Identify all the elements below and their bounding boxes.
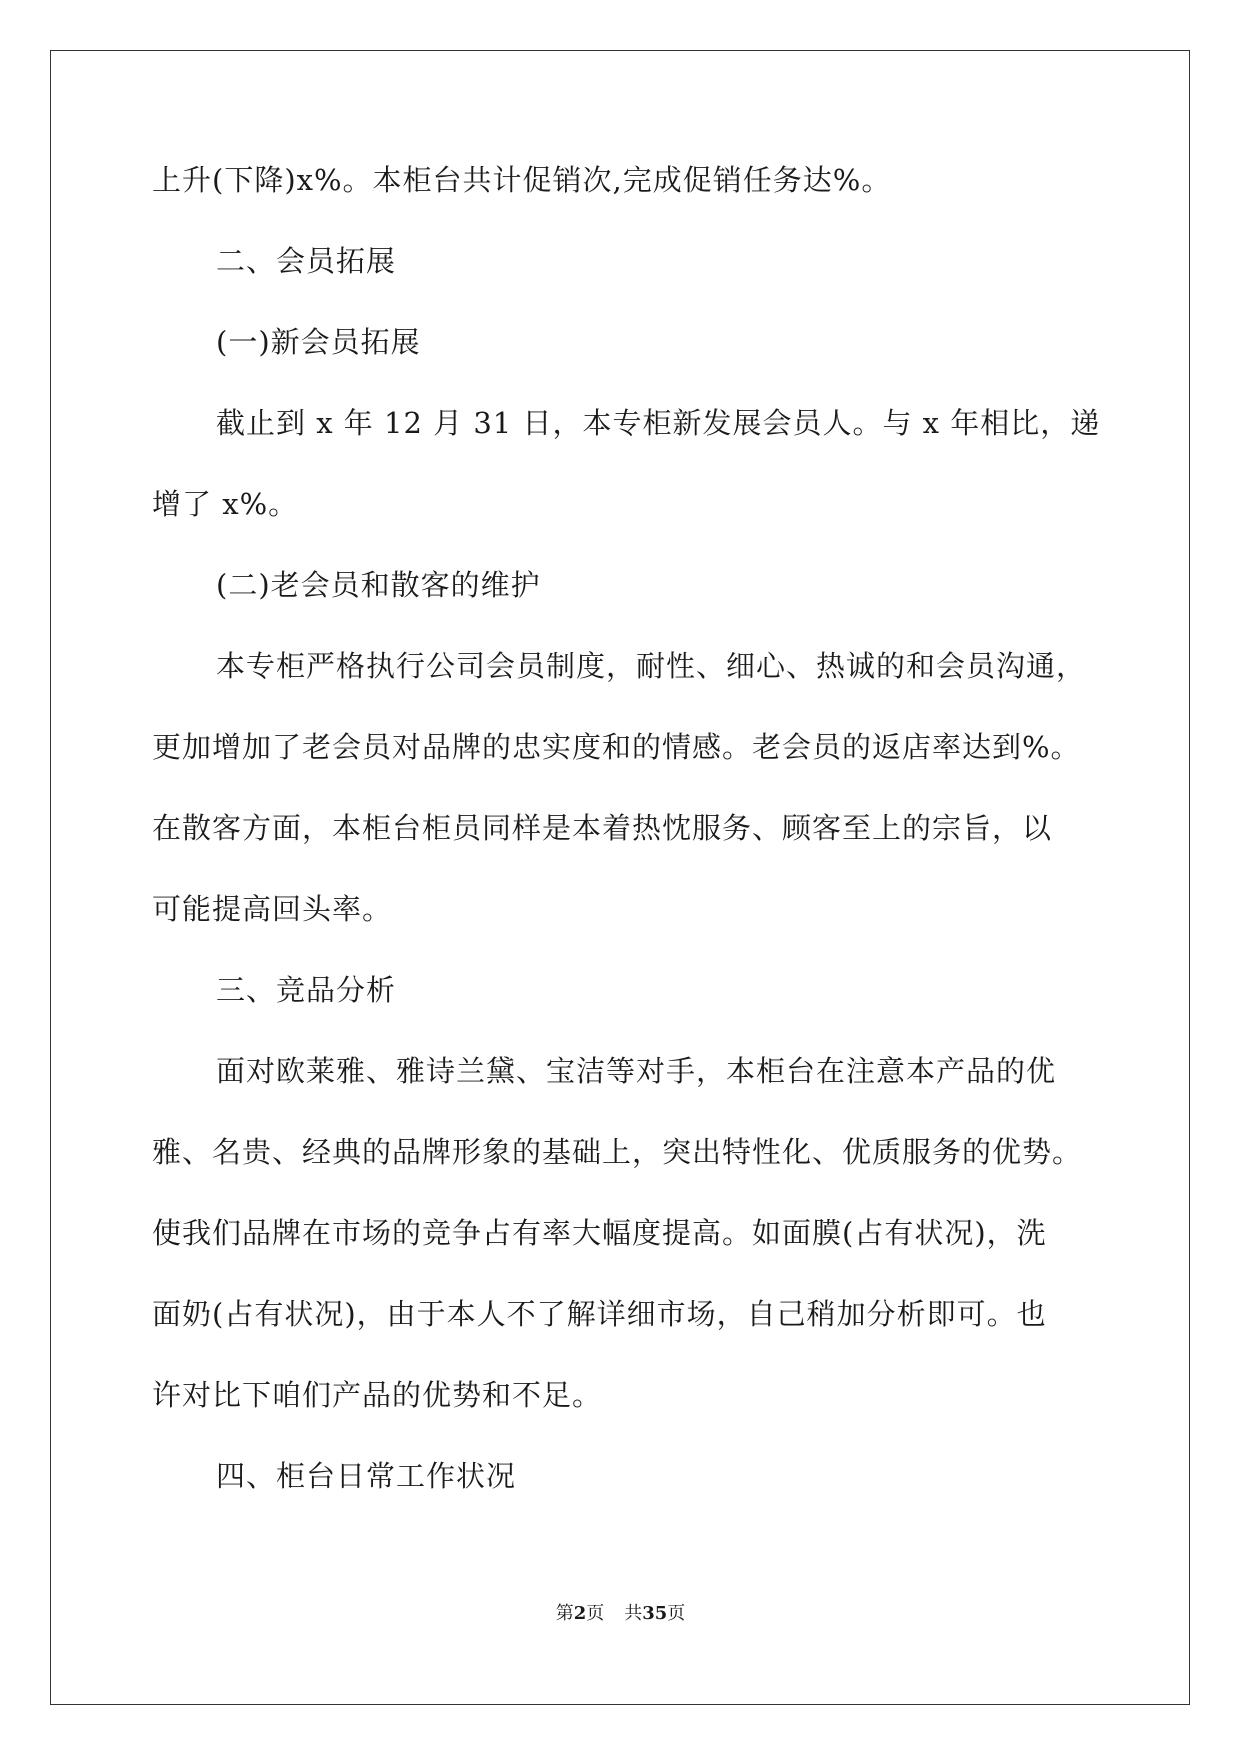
subsection-heading: (一)新会员拓展 xyxy=(216,325,421,359)
document-body xyxy=(152,160,1101,1537)
body-line: 更加增加了老会员对品牌的忠实度和的情感。老会员的返店率达到%。 xyxy=(152,730,1081,764)
total-pages: 35 xyxy=(642,1603,668,1624)
section-heading: 二、会员拓展 xyxy=(216,244,397,278)
body-line: 雅、名贵、经典的品牌形象的基础上，突出特性化、优质服务的优势。 xyxy=(152,1135,1083,1169)
section-heading: 四、柜台日常工作状况 xyxy=(216,1459,517,1493)
section-heading: 三、竞品分析 xyxy=(216,973,397,1007)
page-prefix: 第 xyxy=(555,1603,574,1624)
body-line: 截止到 x 年 12 月 31 日，本专柜新发展会员人。与 x 年相比，递 xyxy=(216,406,1101,440)
body-line: 许对比下咱们产品的优势和不足。 xyxy=(152,1378,603,1412)
total-suffix: 页 xyxy=(667,1603,686,1624)
body-line: 使我们品牌在市场的竞争占有率大幅度提高。如面膜(占有状况)，洗 xyxy=(152,1216,1047,1250)
page-number: 2 xyxy=(573,1603,587,1624)
body-line: 本专柜严格执行公司会员制度，耐性、细心、热诚的和会员沟通， xyxy=(216,649,1087,683)
body-line: 可能提高回头率。 xyxy=(152,892,393,926)
body-line: 增了 x%。 xyxy=(152,487,299,521)
page-footer xyxy=(0,1602,1241,1626)
body-line: 面奶(占有状况)，由于本人不了解详细市场，自己稍加分析即可。也 xyxy=(152,1297,1047,1331)
body-line: 上升(下降)x%。本柜台共计促销次,完成促销任务达%。 xyxy=(152,163,892,197)
page-suffix: 页 xyxy=(586,1603,605,1624)
total-prefix: 共 xyxy=(624,1603,643,1624)
subsection-heading: (二)老会员和散客的维护 xyxy=(216,568,541,602)
body-line: 在散客方面，本柜台柜员同样是本着热忱服务、顾客至上的宗旨，以 xyxy=(152,811,1053,845)
body-line: 面对欧莱雅、雅诗兰黛、宝洁等对手，本柜台在注意本产品的优 xyxy=(216,1054,1057,1088)
